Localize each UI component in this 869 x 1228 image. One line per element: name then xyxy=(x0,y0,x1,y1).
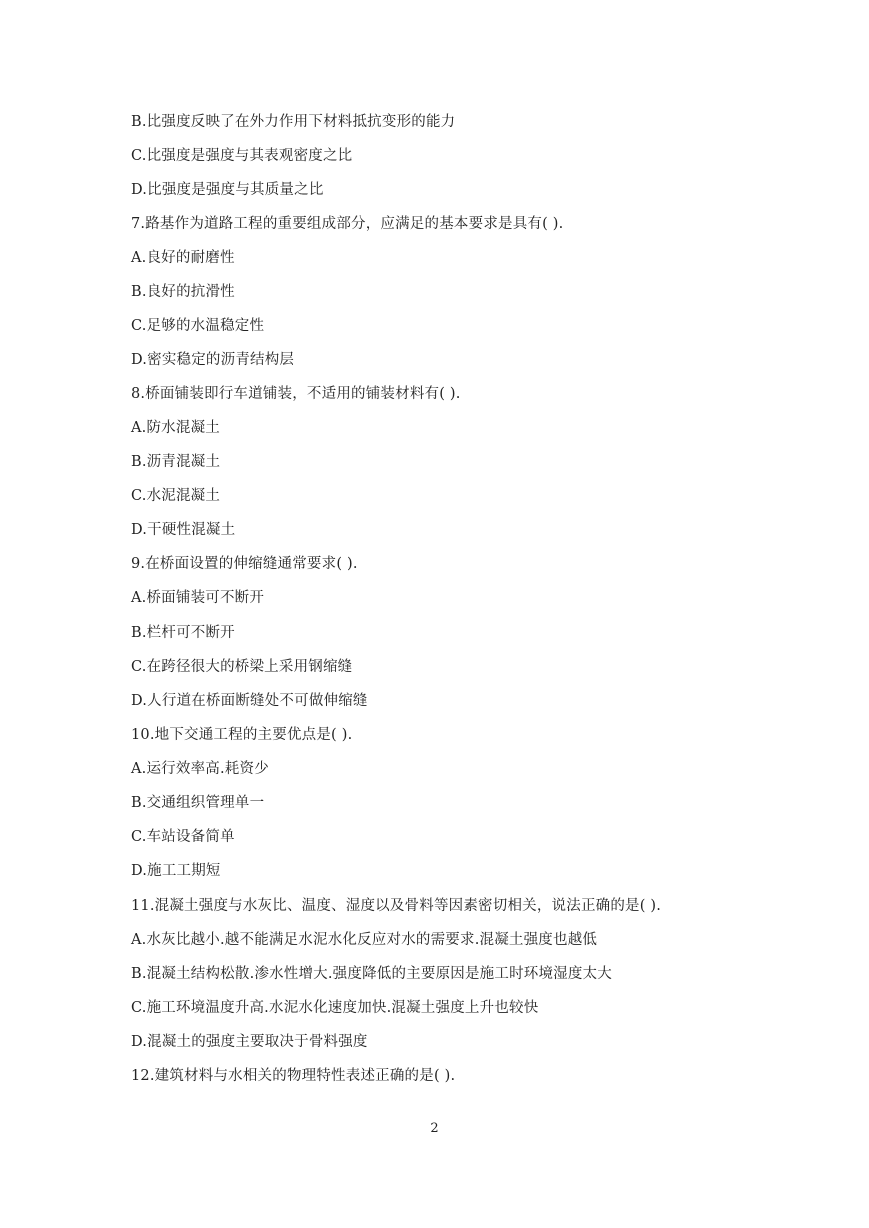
option-d-q7: D.密实稳定的沥青结构层 xyxy=(131,352,295,368)
option-a-q10: A.运行效率高.耗资少 xyxy=(131,761,269,777)
option-b-q11: B.混凝土结构松散.渗水性增大.强度降低的主要原因是施工时环境湿度太大 xyxy=(131,966,612,982)
option-a-q9: A.桥面铺装可不断开 xyxy=(131,590,265,606)
option-c-q6: C.比强度是强度与其表观密度之比 xyxy=(131,148,353,164)
question-11: 11.混凝土强度与水灰比、温度、湿度以及骨料等因素密切相关，说法正确的是( ). xyxy=(131,898,662,914)
option-d-q8: D.干硬性混凝土 xyxy=(131,522,236,538)
question-9: 9.在桥面设置的伸缩缝通常要求( ). xyxy=(131,556,358,572)
option-c-q10: C.车站设备简单 xyxy=(131,829,235,845)
page-number: 2 xyxy=(430,1121,439,1136)
option-c-q8: C.水泥混凝土 xyxy=(131,488,221,504)
option-b-q8: B.沥青混凝土 xyxy=(131,454,221,470)
option-a-q7: A.良好的耐磨性 xyxy=(131,250,235,266)
option-c-q7: C.足够的水温稳定性 xyxy=(131,318,265,334)
option-d-q9: D.人行道在桥面断缝处不可做伸缩缝 xyxy=(131,693,368,709)
option-a-q8: A.防水混凝土 xyxy=(131,420,220,436)
option-d-q11: D.混凝土的强度主要取决于骨料强度 xyxy=(131,1034,368,1050)
option-c-q9: C.在跨径很大的桥梁上采用钢缩缝 xyxy=(131,659,353,675)
option-b-q9: B.栏杆可不断开 xyxy=(131,625,235,641)
option-b-q7: B.良好的抗滑性 xyxy=(131,284,235,300)
option-b-q6: B.比强度反映了在外力作用下材料抵抗变形的能力 xyxy=(131,114,456,130)
option-d-q10: D.施工工期短 xyxy=(131,863,221,879)
question-12: 12.建筑材料与水相关的物理特性表述正确的是( ). xyxy=(131,1068,456,1084)
question-8: 8.桥面铺装即行车道铺装，不适用的铺装材料有( ). xyxy=(131,386,461,402)
question-7: 7.路基作为道路工程的重要组成部分，应满足的基本要求是具有( ). xyxy=(131,216,564,232)
question-10: 10.地下交通工程的主要优点是( ). xyxy=(131,727,353,743)
option-b-q10: B.交通组织管理单一 xyxy=(131,795,265,811)
option-a-q11: A.水灰比越小.越不能满足水泥水化反应对水的需要求.混凝土强度也越低 xyxy=(131,932,598,948)
option-d-q6: D.比强度是强度与其质量之比 xyxy=(131,182,324,198)
option-c-q11: C.施工环境温度升高.水泥水化速度加快.混凝土强度上升也较快 xyxy=(131,1000,539,1016)
